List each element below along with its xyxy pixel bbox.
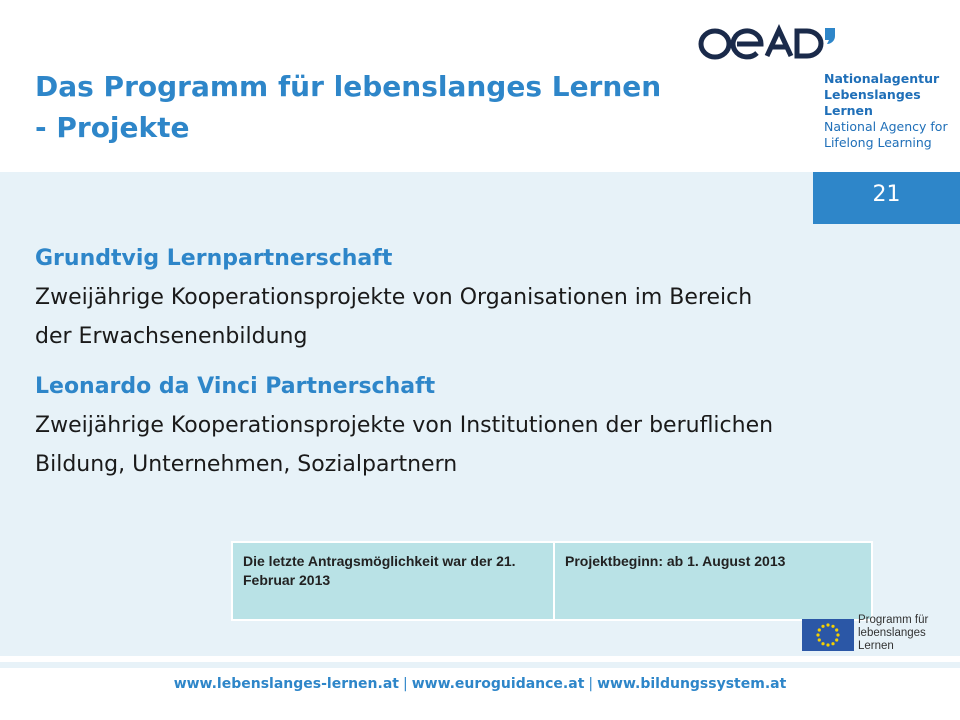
link-lebenslanges-lernen[interactable]: www.lebenslanges-lernen.at xyxy=(173,676,399,692)
link-euroguidance[interactable]: www.euroguidance.at xyxy=(411,676,585,692)
eu-stars-icon xyxy=(802,619,854,651)
footer-divider xyxy=(0,662,960,668)
eu-flag-icon xyxy=(802,619,854,651)
logo-line-1: Nationalagentur xyxy=(824,71,940,86)
eu-logo-line-3: Lernen xyxy=(858,640,894,652)
content xyxy=(35,240,795,496)
footer-links xyxy=(0,676,960,692)
section-title: Grundtvig Lernpartnerschaft xyxy=(35,246,393,271)
oead-logo-mark xyxy=(697,18,857,68)
slide-title: Das Programm für lebenslanges Lernen - Projekte xyxy=(35,70,662,144)
logo-line-4: Lifelong Learning xyxy=(824,135,932,150)
project-start-cell: Projektbeginn: ab 1. August 2013 xyxy=(554,542,872,620)
lifelong-learning-programme-logo[interactable] xyxy=(798,614,940,656)
eu-logo-line-2: lebenslanges xyxy=(858,627,926,639)
eu-logo-text xyxy=(858,614,940,653)
link-bildungssystem[interactable]: www.bildungssystem.at xyxy=(597,676,787,692)
section-leonardo xyxy=(35,368,795,484)
logo-line-2: Lebenslanges Lernen xyxy=(824,87,921,118)
oead-logo-text xyxy=(824,71,954,151)
page-number: 21 xyxy=(813,172,960,224)
eu-logo-line-1: Programm für xyxy=(858,614,929,626)
oead-logo[interactable] xyxy=(697,18,948,150)
deadline-cell: Die letzte Antragsmöglichkeit war der 21. Februar 2013 xyxy=(232,542,554,620)
separator: | xyxy=(588,676,594,692)
section-grundtvig xyxy=(35,240,795,356)
section-title: Leonardo da Vinci Partnerschaft xyxy=(35,374,436,399)
deadline-table xyxy=(231,541,873,621)
table-row xyxy=(232,542,872,620)
logo-line-3: National Agency for xyxy=(824,119,948,134)
header xyxy=(0,0,960,172)
separator: | xyxy=(402,676,408,692)
section-body: Zweijährige Kooperationsprojekte von Institutionen der beruflichen Bildung, Unternehmen, Sozialpartnern xyxy=(35,413,774,477)
section-body: Zweijährige Kooperationsprojekte von Organisationen im Bereich der Erwachsenenbildung xyxy=(35,285,753,349)
